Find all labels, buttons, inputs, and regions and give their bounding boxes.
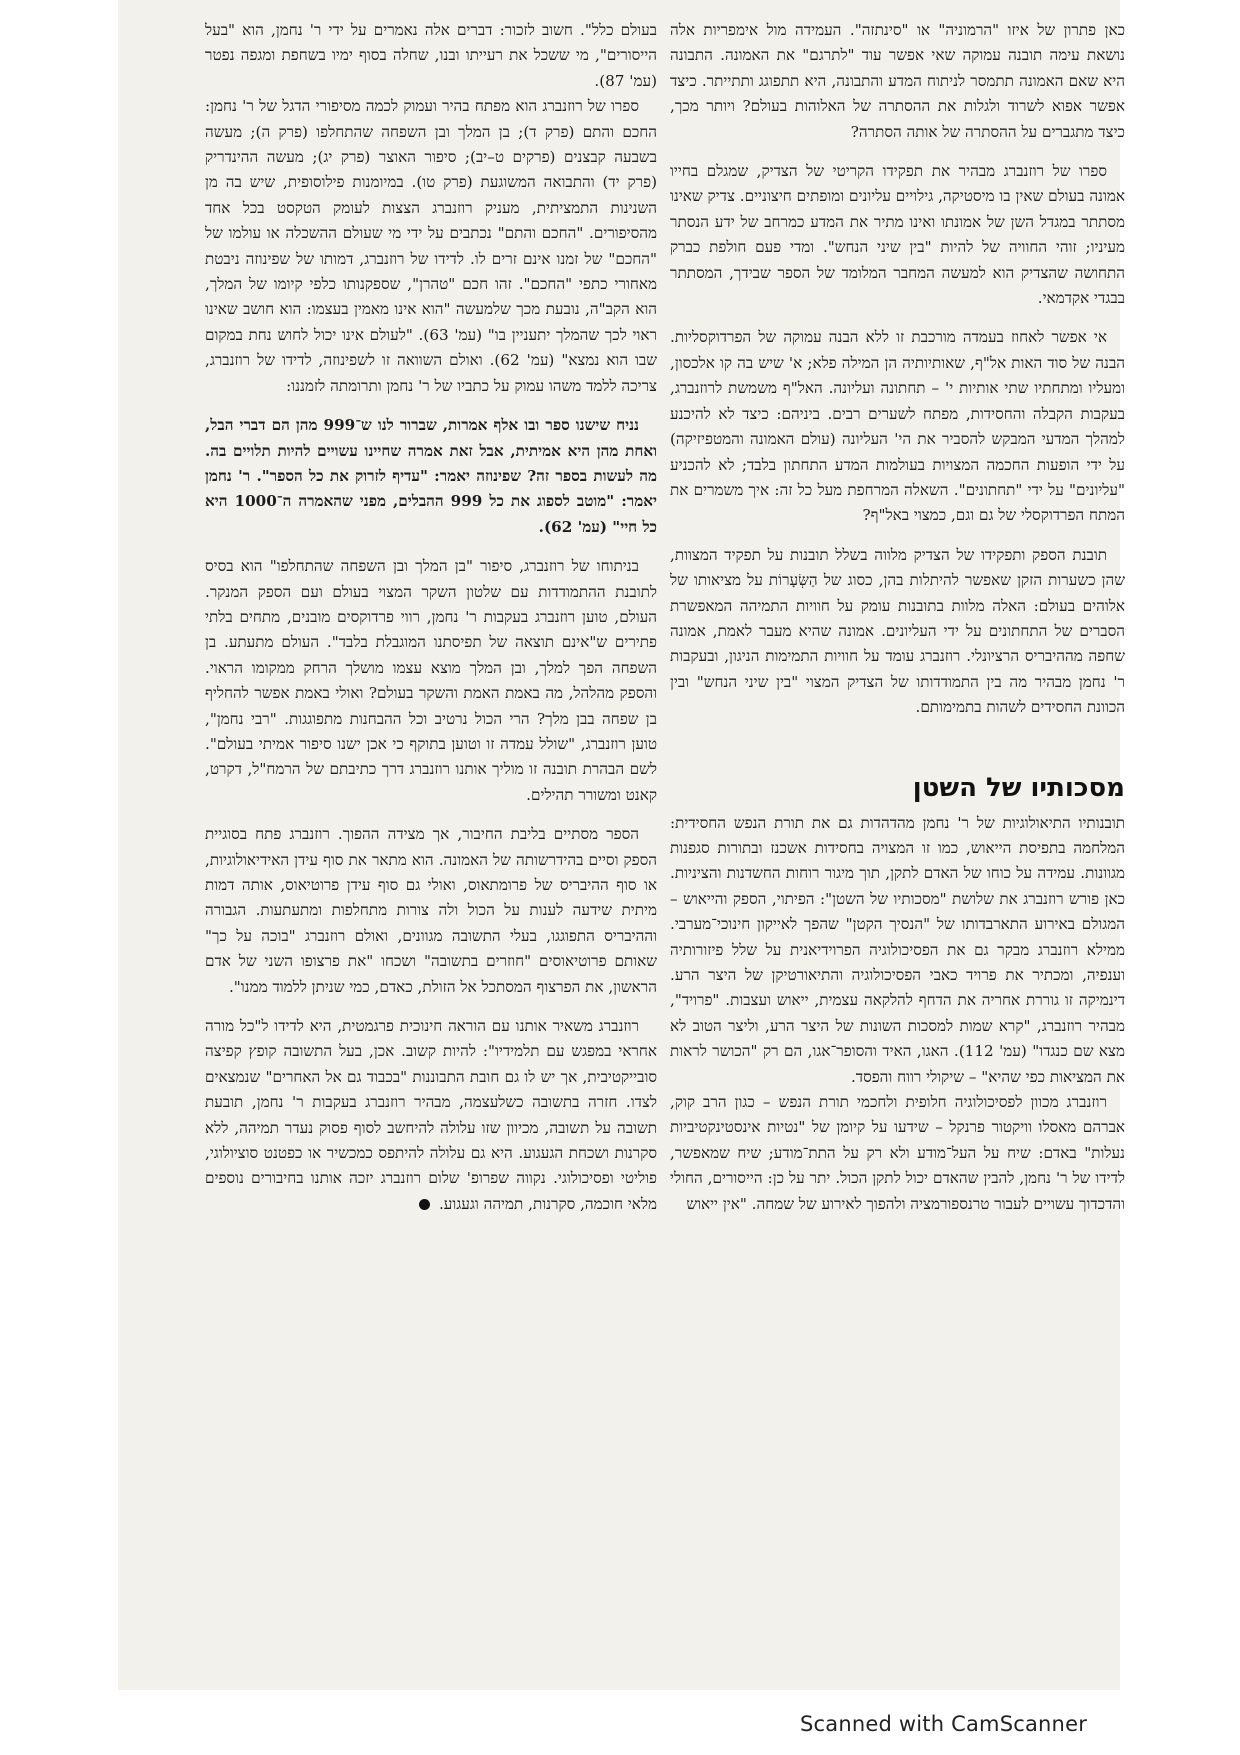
paragraph: [205, 1014, 657, 1217]
paragraph-text: רוזנברג משאיר אותנו עם הוראה חינוכית פרגמטית, היא לדידו ל"כל מורה אחראי במפגש עם תלמידיו": להיות קשוב. אכן, בעל התשובה קופץ קפיצה סובייקטיבית, אך יש לו גם חובת התבוננות "בכבוד גם אל האחרים" שנמצאים לצדו. חזרה בתשובה כשלעצמה, מבהיר רוזנברג בעקבות ר' נחמן, תובעת תשובה על תשובה, מכיוון שזו עלולה להיחשב לסוף פסוק נעדר תמיהה, ללא סקרנות ושכחת הגעגוע. היא גם עלולה להיתפס כמכשיר או כפטנט סוציולוגי, פוליטי ופסיכולוגי. נקווה שפרופ' שלום רוזנברג יזכה אותנו בחיבורים נוספים מלאי חוכמה, סקרנות, תמיהה וגעגוע.: [205, 1017, 657, 1213]
paragraph: תובנת הספק ותפקידו של הצדיק מלווה בשלל תובנות על תפקיד המצוות, שהן כשערות הזקן שאפשר להיתלות בהן, כסוג של הַשְּׂעָרוֹת על מציאותו של אלוהים בעולם: האלה מלוות בתובנות עומק על חוויות התמיהה המאפשרת הסברים של התחתונים על ידי העליונים. אמונה שהיא מעבר לאמת, אמונה שחפה מההיבריס הרציונלי. רוזנברג עומד על חוויות התמימות הניגון, ובעקבות ר' נחמן מבהיר מה בין התמודדותו של הצדיק המצוי "בין שיני הנחש" ובין הכוונת החסידים לשהות בתמימותם.: [670, 545, 1125, 717]
paragraph: ספרו של רוזנברג הוא מפתח בהיר ועמוק לכמה מסיפורי הדגל של ר' נחמן: החכם והתם (פרק ד); בן המלך ובן השפחה שהתחלפו (פרק ה); מעשה בשבעה קבצנים (פרקים ט–יב); סיפור האוצר (פרק יג); מעשה ההינדריק (פרק יד) והתבואה המשוגעת (פרק טו). במיומנות פילוסופית, שיש בה מן השנינות התמציתית, מעניק רוזנברג הצצות לעומק הטקסט בכל אחד מהסיפורים. "החכם והתם" נכתבים על ידי מי שעולם ההשכלה או עולמו של "החכם" של זמנו אינם זרים לו. לדידו של רוזנברג, דמותו של שפינוזה ניבטת מאחורי כתפי "החכם". זהו חכם "טהרן", שספקנותו כלפי קיומו של המלך, הוא הקב"ה, נובעת מכך שלמעשה "הוא אינו מאמין בעצמו: הוא חושב שאינו ראוי לכך שהמלך יתעניין בו" (עמ' 63). "לעולם אינו יכול לחוש נחת במקום שבו הוא נמצא" (עמ' 62). ואולם השוואה זו לשפינוזה, לדידו של רוזנברג, צריכה ללמד משהו עמוק על כתביו של ר' נחמן ותרומתה לזמננו:: [205, 97, 657, 395]
paragraph: אי אפשר לאחוז בעמדה מורכבת זו ללא הבנה עמוקה של הפרדוקסליות. הבנה של סוד האות אל"ף, שאותיותיה הן המילה פלא; א' שיש בה קו אלכסון, ומעליו ומתחתיו שתי אותיות י' – תחתונה ועליונה. האל"ף משמשת לרוזנברג, בעקבות הקבלה והחסידות, מפתח לשערים רבים. ביניהם: כיצד לא להיכנע למהלך המדעי המבקש להסביר את הי' העליונה (עולם האמונה והמטפיזיקה) על ידי הופעות החכמה המצויות בעולמות המדע התחתון בלבד; לא להכניע "עליונים" על ידי "תחתונים". השאלה המרחפת מעל כל זה: איך משמרים את המתח הפרדוקסלי של גם וגם, כמצוי באל"ף?: [670, 328, 1125, 525]
paragraph: הספר מסתיים בליבת החיבור, אך מצידה ההפוך. רוזנברג פתח בסוגיית הספק וסיים בהידרשותה של האמונה. הוא מתאר את סוף עידן האידיאולוגיות, או סוף ההיבריס של פרומתאוס, ואולי גם סוף עידן פרוטיאוס, אותה דמות מיתית שידעה לענות על הכול ולה צורות מתחלפות ומתעתעות. הגבורה וההיבריס התפוגגו, בעלי התשובה מגוונים, ואולם רוזנברג "בוכה על כך" שאותם פרוטיאוסים "חוזרים בתשובה" ושכחו "את פרצופו השני של אדם הראשון, את הפרצוף המסתכל אל הזולת, כאדם, כמי שניתן ללמוד ממנו".: [205, 825, 657, 996]
scanner-watermark: Scanned with CamScanner: [800, 1712, 1088, 1736]
paragraph: רוזנברג מכוון לפסיכולוגיה חלופית ולחכמי תורת הנפש – כגון הרב קוק, אברהם מאסלו וויקטור פרנקל – שידעו על קיומן של "נטיות אינסטינקטיביות נעלות" באדם: שיח על העל־מודע ולא רק על התת־מודע; שיח שמאפשר, לדידו של ר' נחמן, להבין שהאדם יכול לתקן הכול. יתר על כן: הייסורים, החולי והדכדוך עשויים לעבור טרנספורמציה ולהפוך לאירוע של שמחה. "אין ייאוש: [670, 1093, 1125, 1213]
paragraph: תובנותיו התיאולוגיות של ר' נחמן מהדהדות גם את תורת הנפש החסידית: המלחמה בתפיסת הייאוש, כמו זו המצויה בחסידות אשכנז ובתורות סגפנות מגוונות. עמידה על כוחו של האדם לתקן, תוך מיגור רוחות החשדנות והציניות. כאן פורש רוזנברג את שלושת "מסכותיו של השטן": הפיתוי, הספק והייאוש – המגולם באירוע התארבדותו של "הנסיך הקטן" שהפך לאייקון חינוכי־מערבי. ממילא רוזנברג מבקר גם את הפסיכולוגיה הפרוידיאנית על שלל פיזורותיה וענפיה, ומכתיר את פרויד כאבי הפסיכולוגיה והתיאורטיקן של היצר הרע. דינמיקה זו גוררת אחריה את הדחף להלקאה עצמית, ייאוש ועצבות. "פרויד", מבהיר רוזנברג, "קרא שמות למסכות השונות של היצר הרע, וליצר הטוב לא מצא שם כנגדו" (עמ' 112). האגו, האיד והסופר־אגו, הם רק "הכושר לראות את המציאות כפי שהיא" – שיקולי רווח והפסד.: [670, 813, 1125, 1086]
paragraph: כאן פתרון של איזו "הרמוניה" או "סינתזה". העמידה מול אימפריות אלה נושאת עימה תובנה עמוקה שאי אפשר עוד "לתרגם" את האמונה. התבונה היא שאם האמונה תתמסר לניתוח המדע והתבונה, היא תתפוגג ותתייתר. כיצד אפשר אפוא לשרוד ולגלות את ההסתרה של האלוהות בעולם? ויותר מכך, כיצד מתגברים על ההסתרה של אותה הסתרה?: [670, 21, 1125, 141]
block-quote: נניח שישנו ספר ובו אלף אמרות, שברור לנו ש־999 מהן הם דברי הבל, ואחת מהן היא אמיתית, אבל זאת אמרה שחיינו עשויים להיות תלויים בה. מה לעשות בספר זה? שפינוזה יאמר: "עדיף לזרוק את כל הספר". ר' נחמן יאמר: "מוטב לספוג את כל 999 ההבלים, מפני שהאמרה ה־1000 היא כל חיי" (עמ' 62).: [205, 416, 657, 536]
right-column: [670, 18, 1125, 1658]
left-column: [205, 18, 657, 1658]
paragraph: בניתוחו של רוזנברג, סיפור "בן המלך ובן השפחה שהתחלפו" הוא בסיס לתובנת ההתמודדות עם שלטון השקר המצוי בעולם ועם הספק המנקר. העולם, טוען רוזנברג בעקבות ר' נחמן, רווי פרדוקסים מובנים, מתחים בלתי פתירים ש"אינם תוצאה של תפיסתנו המוגבלת בלבד". העולם מתעתע. בן השפחה הפך למלך, ובן המלך מוצא עצמו מושלך הרחק ממקומו הראוי. והספק מהלהל, מה באמת האמת והשקר בעולם? ואולי באמת אפשר להחליף בן שפחה בבן מלך? הרי הכול נרטיב וכל ההבחנות מתפוגגות. "רבי נחמן", טוען רוזנברג, "שולל עמדה זו וטוען בתוקף כי אכן ישנו סיפור אמיתי בעולם". לשם הבהרת תובנה זו מוליך אותנו רוזנברג דרך כתיבתם של הרמח"ל, דקרט, קאנט ומשורר תהילים.: [205, 557, 657, 804]
section-subheading: מסכותיו של השטן: [912, 772, 1125, 803]
article-page: [205, 18, 1125, 1668]
paragraph: בעולם כלל". חשוב לזכור: דברים אלה נאמרים על ידי ר' נחמן, הוא "בעל הייסורים", מי ששכל את רעייתו ובנו, שחלה בסוף ימיו בשחפת ומגפה נפטר (עמ' 87).: [205, 21, 657, 90]
paragraph: ספרו של רוזנברג מבהיר את תפקידו הקריטי של הצדיק, שמגלם בחייו אמונה בעולם שאין בו מיסטיקה, גילויים עליונים ומופתים חיצוניים. צדיק שאינו מסתתר במגדל השן של אמונתו ואינו מתיר את המדע כמרחב של ידע הנסתר מעיניו; זוהי החוויה של להיות "בין שיני הנחש". ומדי פעם חולפת כברק התחושה שהצדיק הוא למעשה המחבר המלומד של הספר שבידך, המסתתר בבגדי אקדמאי.: [670, 162, 1125, 308]
end-mark-icon: [419, 1199, 430, 1210]
